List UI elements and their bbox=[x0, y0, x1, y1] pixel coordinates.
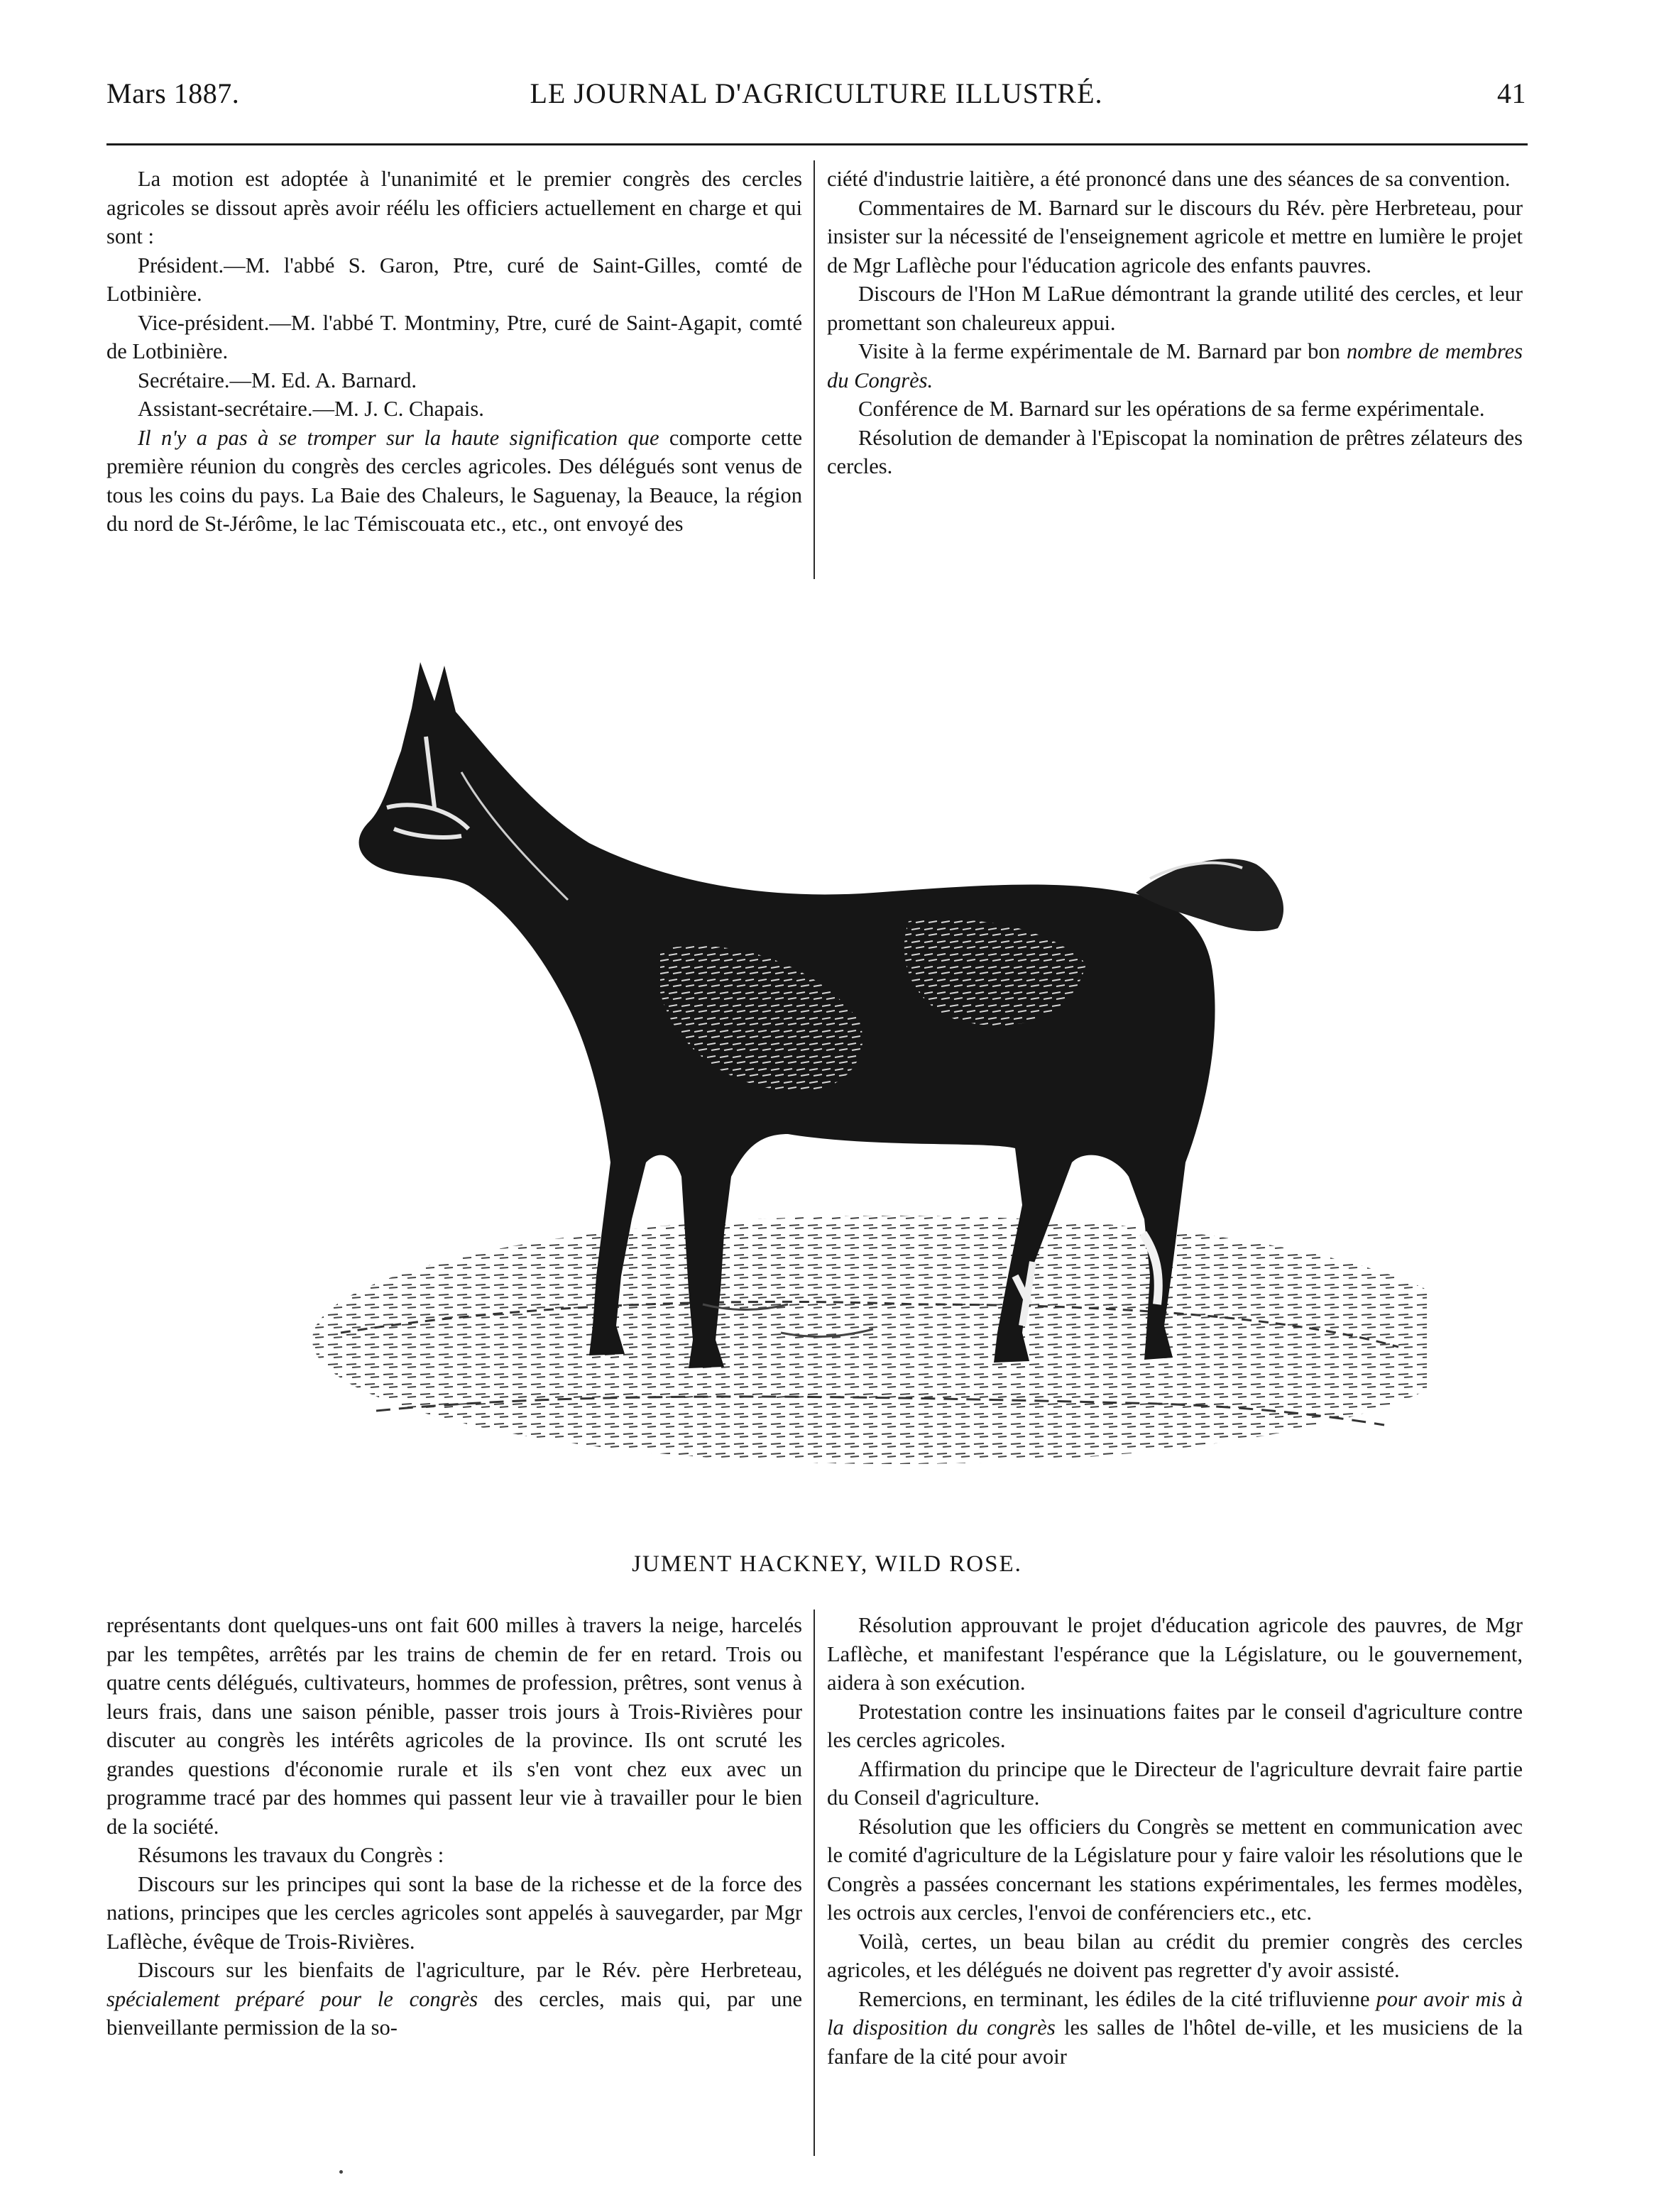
paragraph: Commentaires de M. Barnard sur le discours du Rév. père Herbreteau, pour insister sur la nécessité de l'enseignement agricole et mettre en lumière le projet de Mgr Laflèche pour l'éducation agricole des enfants pauvres. bbox=[827, 195, 1523, 277]
paragraph-text: comporte cette première réunion du congrès des cercles agricoles. Des délégués sont venus de tous les coins du pays. La Baie des Chaleurs, le Saguenay, la Beauce, la région du nord de St-Jérôme, le lac Témiscouata etc., etc., ont envoyé des bbox=[106, 425, 802, 536]
paragraph: Résumons les travaux du Congrès : bbox=[138, 1843, 444, 1867]
paragraph: Résolution de demander à l'Episcopat la nomination de prêtres zélateurs des cercles. bbox=[827, 425, 1523, 478]
paragraph: Résolution approuvant le projet d'éducation agricole des pauvres, de Mgr Laflèche, et manifestant l'espérance que la Législature, ou le gouvernement, aidera à son exécution. bbox=[827, 1613, 1523, 1695]
page-number: 41 bbox=[1497, 77, 1526, 109]
paragraph: Voilà, certes, un beau bilan au crédit du premier congrès des cercles agricoles, et les délégués ne doivent pas regretter d'y avoir assisté. bbox=[827, 1929, 1523, 1982]
print-speck bbox=[339, 2170, 343, 2174]
paragraph-text: Remercions, en terminant, les édiles de la cité trifluvienne bbox=[858, 1986, 1376, 2011]
running-head bbox=[106, 77, 1526, 119]
top-right-column bbox=[827, 165, 1523, 481]
bottom-right-column bbox=[827, 1611, 1523, 2071]
paragraph-text: les salles de l'hôtel de-ville, et les musiciens de la fanfare de la cité pour avoir bbox=[827, 2015, 1523, 2069]
column-rule bbox=[814, 1610, 815, 2156]
officer-secretary: Secrétaire.—M. Ed. A. Barnard. bbox=[138, 368, 417, 392]
horse-engraving bbox=[234, 595, 1427, 1539]
paragraph bbox=[827, 1985, 1523, 2071]
paragraph: Discours de l'Hon M LaRue démontrant la grande utilité des cercles, et leur promettant son chaleureux appui. bbox=[827, 282, 1523, 335]
ground-hatching bbox=[312, 1216, 1427, 1464]
issue-date: Mars 1887. bbox=[106, 77, 240, 109]
paragraph-text: des cercles, mais qui, par une bienveillante permission de la so- bbox=[106, 1986, 802, 2040]
italic-phrase: spécialement préparé pour le congrès bbox=[106, 1986, 478, 2011]
paragraph: Protestation contre les insinuations faites par le conseil d'agriculture contre les cercles agricoles. bbox=[827, 1699, 1523, 1752]
top-left-column bbox=[106, 165, 802, 539]
paragraph-continued: ciété d'industrie laitière, a été prononcé dans une des séances de sa convention. bbox=[827, 167, 1511, 191]
horse-illustration bbox=[234, 595, 1427, 1539]
figure-caption: JUMENT HACKNEY, WILD ROSE. bbox=[632, 1551, 1022, 1577]
officer-president: Président.—M. l'abbé S. Garon, Ptre, curé de Saint-Gilles, comté de Lotbinière. bbox=[106, 253, 802, 306]
paragraph bbox=[106, 424, 802, 539]
italic-phrase: nombre de membres du Congrès. bbox=[827, 339, 1523, 392]
paragraph-continued: représentants dont quelques-uns ont fait 600 milles à travers la neige, harcelés par les tempêtes, arrêtés par les trains de chemin de fer en retard. Trois ou quatre cents délégués, cultivateurs, hommes de profession, prêtres, sont venus à leurs frais, dans une saison pénible, passer trois jours à Trois-Rivières pour discuter au congrès les intérêts agricoles de la province. Ils ont scruté les grandes questions d'économie rurale et ils s'en vont chez eux avec un programme tracé par des hommes qui passent leur vie à travailler pour le bien de la société. bbox=[106, 1613, 802, 1839]
officer-assistant-secretary: Assistant-secrétaire.—M. J. C. Chapais. bbox=[138, 397, 484, 421]
italic-phrase: pour avoir mis à la disposition du congrès bbox=[827, 1986, 1523, 2040]
bottom-left-column bbox=[106, 1611, 802, 2042]
header-rule bbox=[106, 143, 1528, 145]
paragraph: Affirmation du principe que le Directeur de l'agriculture devrait faire partie du Conseil d'agriculture. bbox=[827, 1756, 1523, 1810]
paragraph bbox=[106, 1956, 802, 2042]
paragraph-text: Visite à la ferme expérimentale de M. Barnard par bon bbox=[858, 339, 1347, 363]
officer-vice-president: Vice-président.—M. l'abbé T. Montminy, Ptre, curé de Saint-Agapit, comté de Lotbinière. bbox=[106, 310, 802, 363]
paragraph-text: Discours sur les bienfaits de l'agriculture, par le Rév. père Herbreteau, bbox=[138, 1958, 802, 1982]
column-rule bbox=[814, 160, 815, 579]
paragraph: Conférence de M. Barnard sur les opérations de sa ferme expérimentale. bbox=[858, 397, 1485, 421]
paragraph: Résolution que les officiers du Congrès se mettent en communication avec le comité d'agriculture de la Législature pour y faire valoir les résolutions que le Congrès a passées concernant les stations expérimentales, les fermes modèles, les octrois aux cercles, l'envoi de conférenciers etc., etc. bbox=[827, 1814, 1523, 1925]
paragraph: La motion est adoptée à l'unanimité et le premier congrès des cercles agricoles se dissout après avoir réélu les officiers actuellement en charge et qui sont : bbox=[106, 167, 802, 248]
paragraph bbox=[827, 337, 1523, 395]
paragraph: Discours sur les principes qui sont la base de la richesse et de la force des nations, principes que les cercles agricoles sont appelés à sauvegarder, par Mgr Laflèche, évêque de Trois-Rivières. bbox=[106, 1871, 802, 1954]
italic-phrase: Il n'y a pas à se tromper sur la haute signification que bbox=[138, 425, 659, 450]
journal-title: LE JOURNAL D'AGRICULTURE ILLUSTRÉ. bbox=[530, 77, 1103, 109]
